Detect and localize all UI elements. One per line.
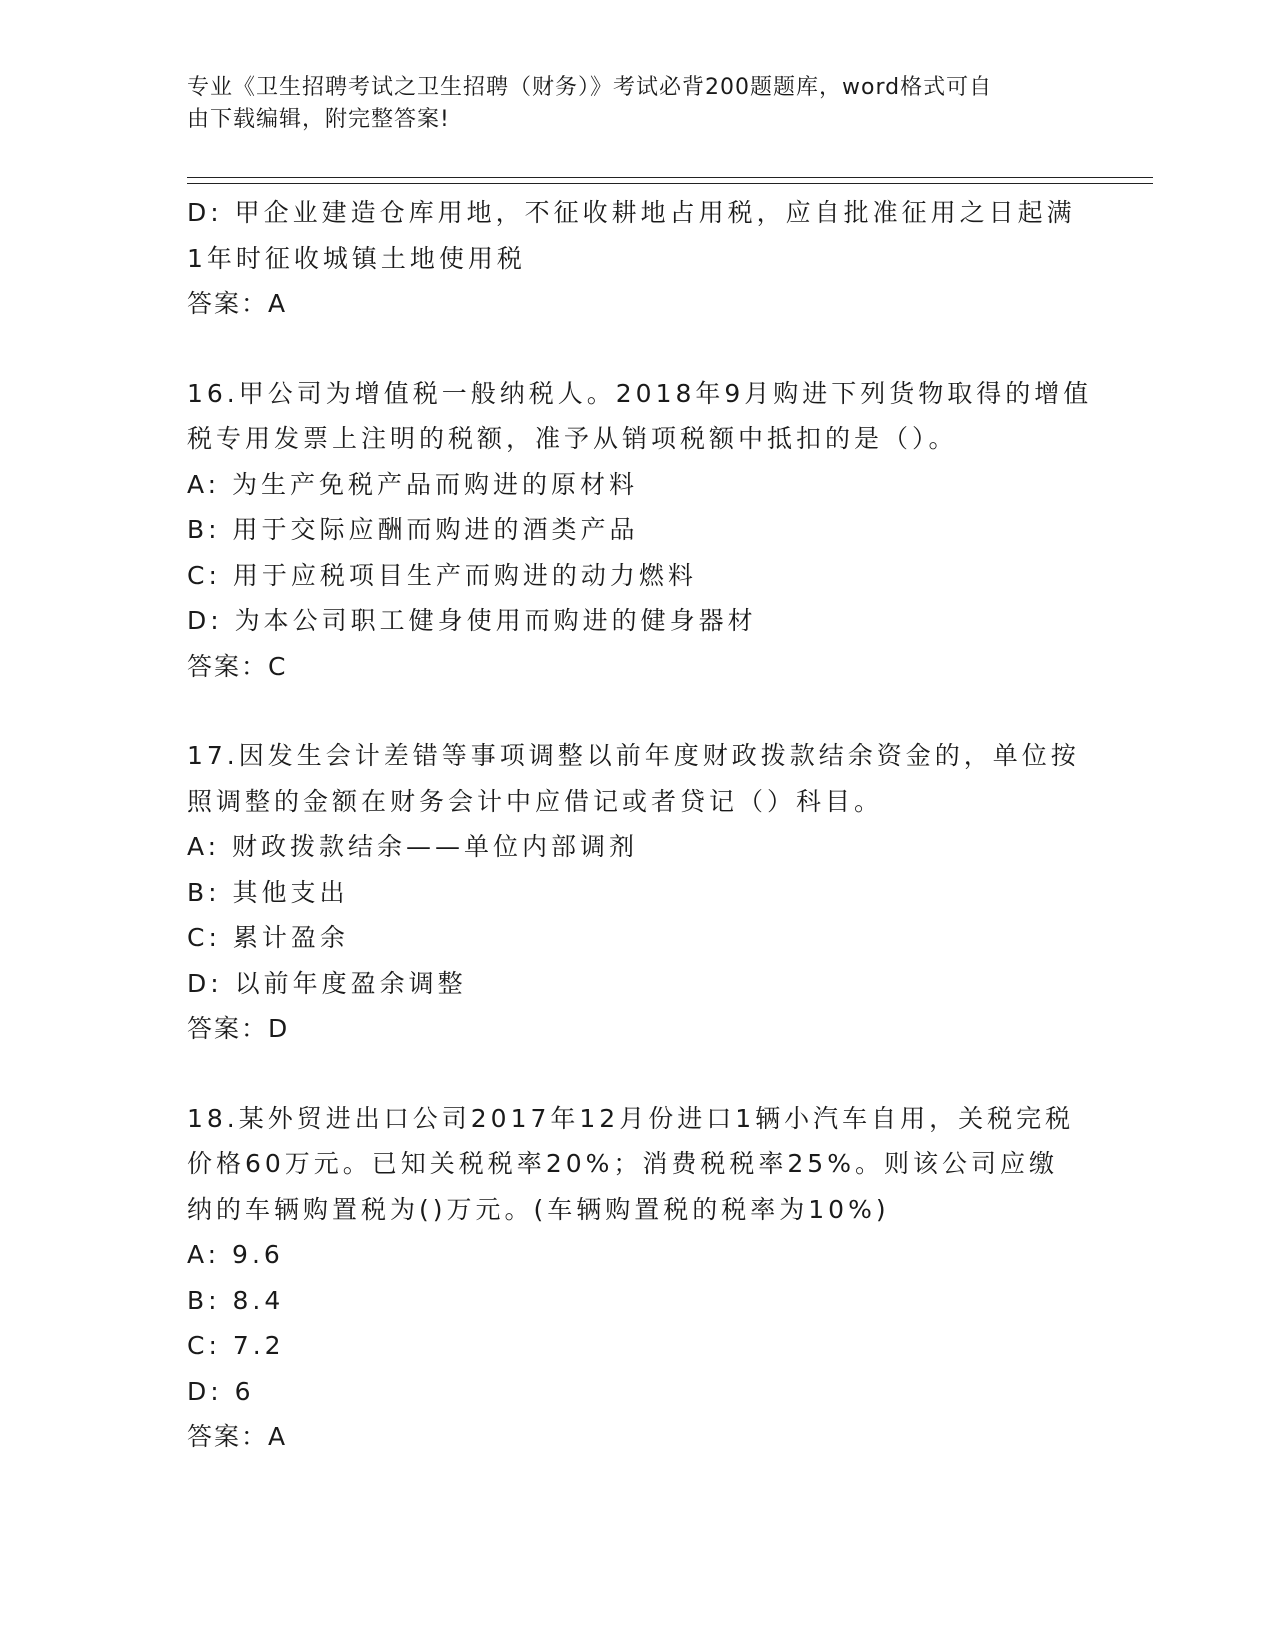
question-18 bbox=[187, 1096, 1087, 1460]
option-a: A: 为生产免税产品而购进的原材料 bbox=[187, 469, 639, 499]
answer: 答案：D bbox=[187, 1014, 290, 1043]
question-stem-line: 18.某外贸进出口公司2017年12月份进口1辆小汽车自用，关税完税 bbox=[187, 1103, 1075, 1133]
question-stem-line: 16.甲公司为增值税一般纳税人。2018年9月购进下列货物取得的增值 bbox=[187, 378, 1093, 408]
option-d: D: 以前年度盈余调整 bbox=[187, 968, 467, 998]
prev-answer: 答案：A bbox=[187, 289, 288, 318]
prev-option-d-line-2: 1年时征收城镇土地使用税 bbox=[187, 243, 526, 273]
option-b: B: 8.4 bbox=[187, 1285, 285, 1315]
option-d: D: 为本公司职工健身使用而购进的健身器材 bbox=[187, 606, 757, 635]
header-rule-bottom bbox=[187, 183, 1153, 184]
document-header bbox=[187, 72, 1067, 136]
question-stem-line: 纳的车辆购置税为()万元。(车辆购置税的税率为10%) bbox=[187, 1194, 890, 1224]
question-16 bbox=[187, 371, 1093, 690]
question-stem-line: 价格60万元。已知关税税率20%；消费税税率25%。则该公司应缴 bbox=[187, 1149, 1058, 1178]
answer: 答案：A bbox=[187, 1422, 288, 1451]
prev-option-d-line-1: D: 甲企业建造仓库用地，不征收耕地占用税，应自批准征用之日起满 bbox=[187, 198, 1076, 227]
option-d: D: 6 bbox=[187, 1376, 255, 1406]
option-b: B: 用于交际应酬而购进的酒类产品 bbox=[187, 515, 639, 544]
option-c: C: 用于应税项目生产而购进的动力燃料 bbox=[187, 560, 697, 590]
question-17 bbox=[187, 733, 1087, 1052]
spacer bbox=[187, 1052, 1087, 1096]
answer: 答案：C bbox=[187, 651, 288, 681]
option-c: C: 累计盈余 bbox=[187, 923, 349, 952]
spacer bbox=[187, 689, 1087, 733]
header-line-2: 由下载编辑，附完整答案! bbox=[187, 107, 450, 132]
question-content bbox=[187, 190, 1093, 1460]
header-rule-top bbox=[187, 177, 1153, 178]
option-b: B: 其他支出 bbox=[187, 877, 349, 907]
option-a: A: 财政拨款结余——单位内部调剂 bbox=[187, 832, 639, 861]
question-stem-line: 照调整的金额在财务会计中应借记或者贷记（）科目。 bbox=[187, 786, 884, 816]
question-stem-line: 税专用发票上注明的税额，准予从销项税额中抵扣的是（）。 bbox=[187, 424, 958, 453]
option-c: C: 7.2 bbox=[187, 1331, 285, 1360]
option-a: A: 9.6 bbox=[187, 1240, 284, 1269]
question-stem-line: 17.因发生会计差错等事项调整以前年度财政拨款结余资金的，单位按 bbox=[187, 741, 1080, 770]
header-line-1: 专业《卫生招聘考试之卫生招聘（财务）》考试必背200题题库，word格式可自 bbox=[187, 75, 993, 100]
spacer bbox=[187, 327, 1087, 371]
